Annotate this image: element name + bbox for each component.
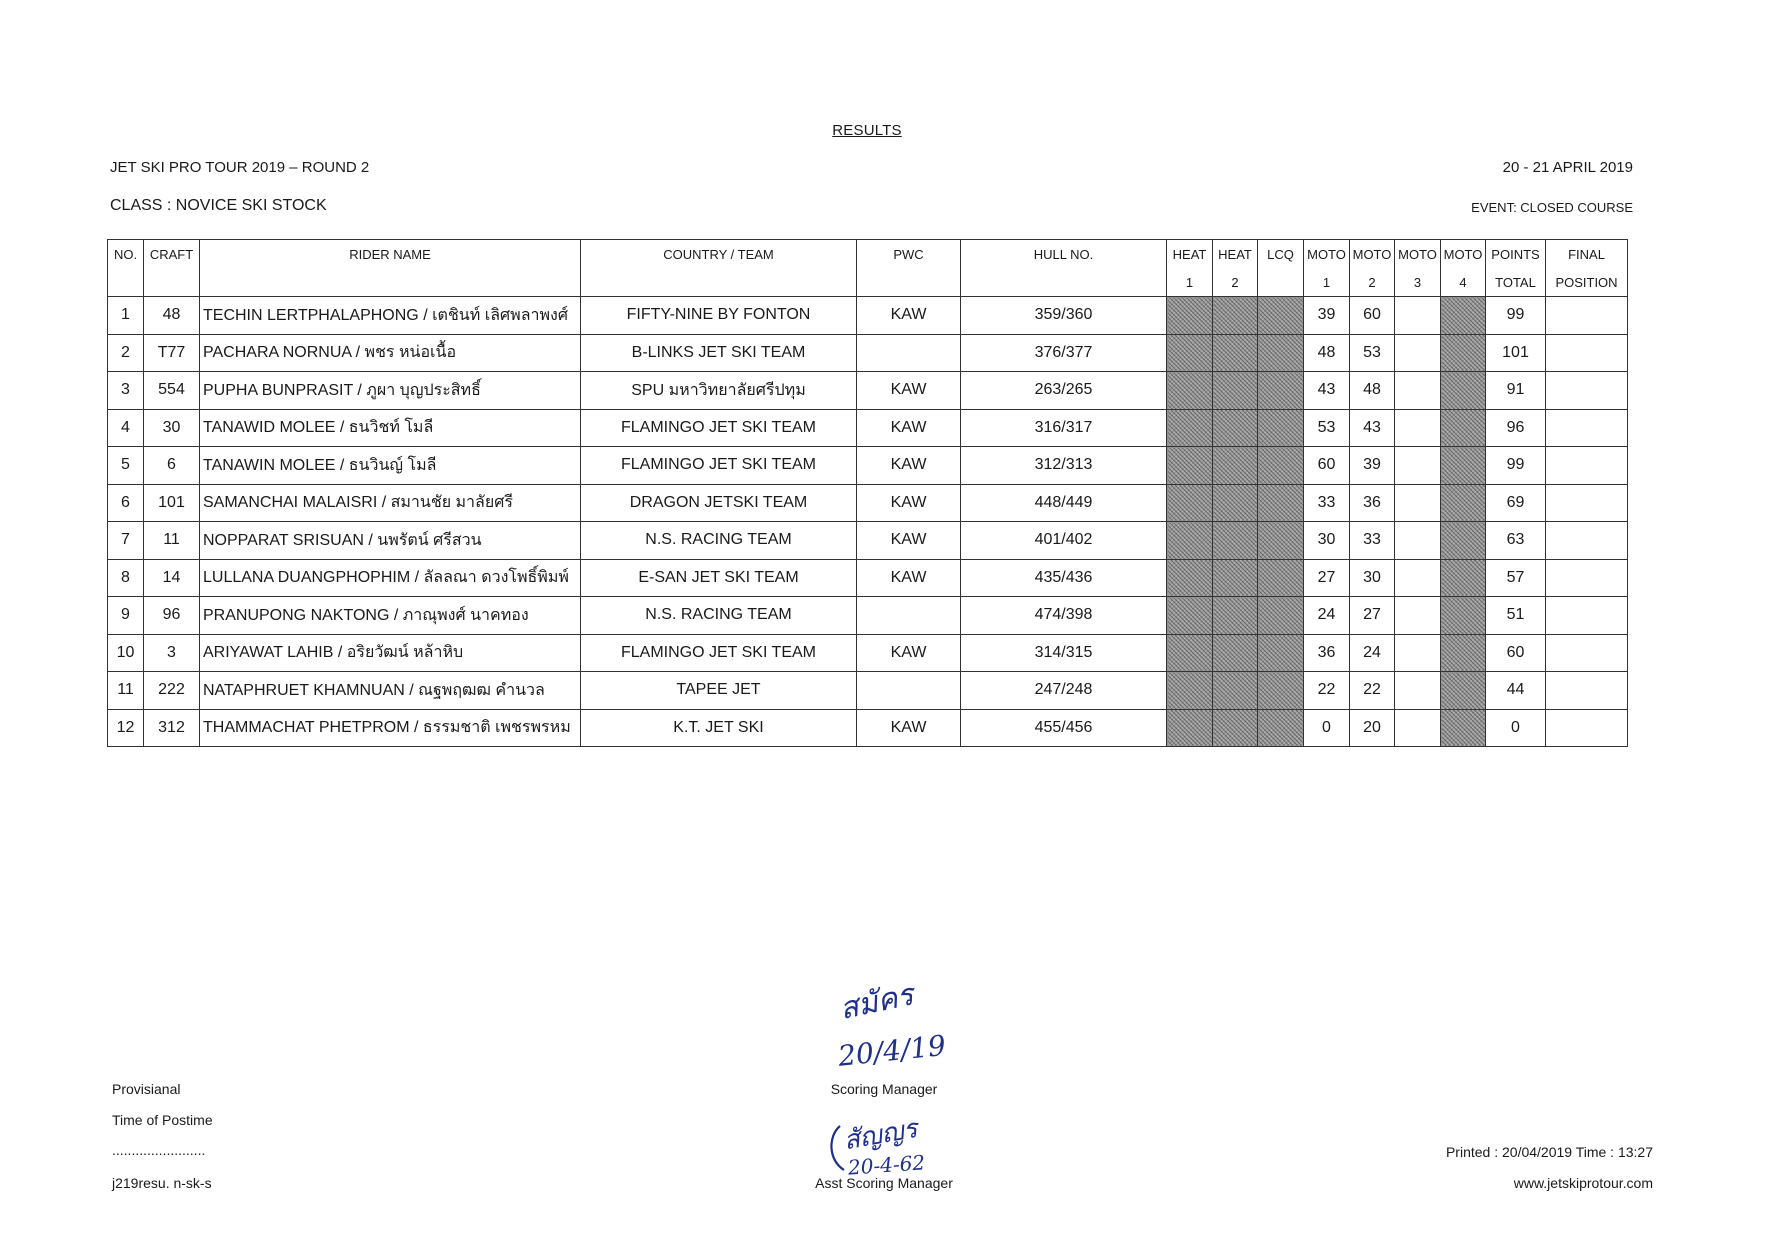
cell-moto2: 53 <box>1350 334 1395 372</box>
header-moto4: MOTO <box>1441 240 1486 269</box>
cell-craft: T77 <box>144 334 200 372</box>
cell-lcq-shaded <box>1258 559 1304 597</box>
cell-pwc: KAW <box>857 484 961 522</box>
cell-no: 2 <box>108 334 144 372</box>
cell-moto1: 33 <box>1304 484 1350 522</box>
cell-final <box>1546 522 1628 560</box>
header-rider: RIDER NAME <box>200 240 581 269</box>
asst-signature-date: 20-4-62 <box>847 1150 926 1180</box>
header-row-top <box>108 240 1628 269</box>
header-heat1-number: 1 <box>1167 268 1213 297</box>
cell-heat1-shaded <box>1167 297 1213 335</box>
cell-points: 60 <box>1486 634 1546 672</box>
scoring-manager-signature-name: สมัคร <box>836 977 917 1028</box>
cell-heat2-shaded <box>1213 297 1258 335</box>
cell-heat1-shaded <box>1167 334 1213 372</box>
cell-no: 12 <box>108 709 144 747</box>
table-row <box>108 334 1628 372</box>
provisional-label: Provisianal <box>112 1081 181 1097</box>
cell-moto4-shaded <box>1441 634 1486 672</box>
cell-hull: 359/360 <box>961 297 1167 335</box>
cell-moto1: 53 <box>1304 409 1350 447</box>
header-no: NO. <box>108 240 144 269</box>
header-craft-sub <box>144 268 200 297</box>
cell-hull: 263/265 <box>961 372 1167 410</box>
cell-lcq-shaded <box>1258 522 1304 560</box>
printed-timestamp: Printed : 20/04/2019 Time : 13:27 <box>1445 1144 1653 1160</box>
scoring-manager-label: Scoring Manager <box>830 1081 938 1097</box>
cell-no: 5 <box>108 447 144 485</box>
cell-pwc <box>857 672 961 710</box>
header-lcq-sub <box>1258 268 1304 297</box>
header-moto4-number: 4 <box>1441 268 1486 297</box>
cell-heat2-shaded <box>1213 409 1258 447</box>
header-moto1-number: 1 <box>1304 268 1350 297</box>
cell-team: TAPEE JET <box>581 672 857 710</box>
cell-moto4-shaded <box>1441 334 1486 372</box>
header-moto2: MOTO <box>1350 240 1395 269</box>
cell-pwc <box>857 334 961 372</box>
document-title: RESULTS <box>832 122 902 139</box>
cell-final <box>1546 409 1628 447</box>
cell-craft: 96 <box>144 597 200 635</box>
cell-lcq-shaded <box>1258 484 1304 522</box>
cell-hull: 435/436 <box>961 559 1167 597</box>
cell-heat2-shaded <box>1213 522 1258 560</box>
cell-rider: PACHARA NORNUA / พชร หน่อเนื้อ <box>200 334 581 372</box>
cell-pwc: KAW <box>857 709 961 747</box>
cell-moto3 <box>1395 484 1441 522</box>
cell-points: 91 <box>1486 372 1546 410</box>
cell-moto1: 48 <box>1304 334 1350 372</box>
cell-pwc <box>857 597 961 635</box>
header-pwc-sub <box>857 268 961 297</box>
cell-craft: 14 <box>144 559 200 597</box>
cell-moto4-shaded <box>1441 709 1486 747</box>
cell-rider: NATAPHRUET KHAMNUAN / ณฐพฤฒฒ คำนวล <box>200 672 581 710</box>
cell-moto4-shaded <box>1441 597 1486 635</box>
cell-moto2: 22 <box>1350 672 1395 710</box>
cell-team: N.S. RACING TEAM <box>581 597 857 635</box>
header-final: FINAL <box>1546 240 1628 269</box>
table-row <box>108 709 1628 747</box>
header-row-bottom <box>108 268 1628 297</box>
cell-hull: 448/449 <box>961 484 1167 522</box>
cell-rider: LULLANA DUANGPHOPHIM / ลัลลณา ดวงโพธิ์พิมพ์ <box>200 559 581 597</box>
cell-heat2-shaded <box>1213 334 1258 372</box>
cell-lcq-shaded <box>1258 409 1304 447</box>
cell-heat2-shaded <box>1213 559 1258 597</box>
cell-lcq-shaded <box>1258 372 1304 410</box>
cell-moto1: 27 <box>1304 559 1350 597</box>
table-row <box>108 447 1628 485</box>
cell-lcq-shaded <box>1258 297 1304 335</box>
event-type: EVENT: CLOSED COURSE <box>1471 200 1633 215</box>
cell-craft: 222 <box>144 672 200 710</box>
cell-craft: 30 <box>144 409 200 447</box>
cell-pwc: KAW <box>857 447 961 485</box>
cell-craft: 101 <box>144 484 200 522</box>
cell-heat2-shaded <box>1213 372 1258 410</box>
table-row <box>108 597 1628 635</box>
cell-moto3 <box>1395 559 1441 597</box>
cell-moto2: 43 <box>1350 409 1395 447</box>
cell-moto3 <box>1395 672 1441 710</box>
cell-lcq-shaded <box>1258 334 1304 372</box>
cell-pwc: KAW <box>857 634 961 672</box>
cell-final <box>1546 559 1628 597</box>
cell-no: 1 <box>108 297 144 335</box>
posting-time-blank: ........................ <box>112 1142 206 1158</box>
cell-rider: ARIYAWAT LAHIB / อริยวัฒน์ หล้าหิบ <box>200 634 581 672</box>
cell-moto4-shaded <box>1441 522 1486 560</box>
cell-moto3 <box>1395 709 1441 747</box>
scoring-manager-signature-date: 20/4/19 <box>836 1028 948 1073</box>
cell-team: SPU มหาวิทยาลัยศรีปทุม <box>581 372 857 410</box>
cell-moto1: 24 <box>1304 597 1350 635</box>
cell-moto3 <box>1395 634 1441 672</box>
cell-heat2-shaded <box>1213 597 1258 635</box>
cell-heat1-shaded <box>1167 447 1213 485</box>
cell-no: 6 <box>108 484 144 522</box>
cell-points: 69 <box>1486 484 1546 522</box>
cell-heat1-shaded <box>1167 522 1213 560</box>
cell-final <box>1546 297 1628 335</box>
cell-team: B-LINKS JET SKI TEAM <box>581 334 857 372</box>
cell-moto1: 39 <box>1304 297 1350 335</box>
cell-moto2: 27 <box>1350 597 1395 635</box>
file-reference: j219resu. n-sk-s <box>112 1175 212 1191</box>
cell-team: FLAMINGO JET SKI TEAM <box>581 409 857 447</box>
cell-no: 7 <box>108 522 144 560</box>
cell-craft: 3 <box>144 634 200 672</box>
cell-hull: 474/398 <box>961 597 1167 635</box>
cell-moto2: 48 <box>1350 372 1395 410</box>
cell-final <box>1546 447 1628 485</box>
cell-points: 99 <box>1486 297 1546 335</box>
cell-craft: 11 <box>144 522 200 560</box>
cell-no: 3 <box>108 372 144 410</box>
header-no-sub <box>108 268 144 297</box>
cell-pwc: KAW <box>857 559 961 597</box>
cell-points: 0 <box>1486 709 1546 747</box>
cell-pwc: KAW <box>857 297 961 335</box>
header-team: COUNTRY / TEAM <box>581 240 857 269</box>
cell-lcq-shaded <box>1258 447 1304 485</box>
cell-no: 4 <box>108 409 144 447</box>
header-hull-sub <box>961 268 1167 297</box>
cell-moto1: 60 <box>1304 447 1350 485</box>
cell-points: 44 <box>1486 672 1546 710</box>
cell-points: 96 <box>1486 409 1546 447</box>
cell-moto3 <box>1395 522 1441 560</box>
cell-lcq-shaded <box>1258 597 1304 635</box>
header-heat2-number: 2 <box>1213 268 1258 297</box>
asst-scoring-manager-signature <box>826 1112 936 1178</box>
cell-heat1-shaded <box>1167 372 1213 410</box>
cell-hull: 455/456 <box>961 709 1167 747</box>
cell-lcq-shaded <box>1258 709 1304 747</box>
cell-no: 11 <box>108 672 144 710</box>
cell-moto1: 0 <box>1304 709 1350 747</box>
asst-scoring-manager-label: Asst Scoring Manager <box>815 1175 953 1191</box>
table-row <box>108 634 1628 672</box>
scoring-manager-signature <box>826 976 948 1073</box>
cell-moto1: 36 <box>1304 634 1350 672</box>
cell-team: K.T. JET SKI <box>581 709 857 747</box>
cell-heat1-shaded <box>1167 559 1213 597</box>
cell-craft: 554 <box>144 372 200 410</box>
cell-hull: 247/248 <box>961 672 1167 710</box>
cell-hull: 314/315 <box>961 634 1167 672</box>
time-of-posting-label: Time of Postime <box>112 1112 213 1128</box>
cell-moto4-shaded <box>1441 297 1486 335</box>
header-team-sub <box>581 268 857 297</box>
cell-final <box>1546 597 1628 635</box>
cell-rider: PRANUPONG NAKTONG / ภาณุพงศ์ นาคทอง <box>200 597 581 635</box>
results-table <box>107 239 1628 747</box>
cell-moto4-shaded <box>1441 447 1486 485</box>
header-lcq: LCQ <box>1258 240 1304 269</box>
class-label: CLASS : NOVICE SKI STOCK <box>110 197 327 214</box>
cell-hull: 312/313 <box>961 447 1167 485</box>
cell-moto2: 33 <box>1350 522 1395 560</box>
cell-heat1-shaded <box>1167 634 1213 672</box>
cell-no: 9 <box>108 597 144 635</box>
header-moto2-number: 2 <box>1350 268 1395 297</box>
cell-moto2: 60 <box>1350 297 1395 335</box>
cell-no: 10 <box>108 634 144 672</box>
cell-moto3 <box>1395 334 1441 372</box>
cell-moto4-shaded <box>1441 559 1486 597</box>
event-name: JET SKI PRO TOUR 2019 – ROUND 2 <box>110 159 370 176</box>
cell-points: 63 <box>1486 522 1546 560</box>
header-heat2: HEAT <box>1213 240 1258 269</box>
header-moto3-number: 3 <box>1395 268 1441 297</box>
table-row <box>108 297 1628 335</box>
cell-final <box>1546 372 1628 410</box>
cell-moto2: 24 <box>1350 634 1395 672</box>
cell-team: FLAMINGO JET SKI TEAM <box>581 447 857 485</box>
cell-rider: TECHIN LERTPHALAPHONG / เตชินท์ เลิศพลาพงศ์ <box>200 297 581 335</box>
cell-moto3 <box>1395 447 1441 485</box>
asst-signature-name: สัญญร <box>841 1113 920 1157</box>
header-moto3: MOTO <box>1395 240 1441 269</box>
cell-lcq-shaded <box>1258 672 1304 710</box>
cell-final <box>1546 334 1628 372</box>
cell-heat2-shaded <box>1213 709 1258 747</box>
cell-hull: 401/402 <box>961 522 1167 560</box>
cell-final <box>1546 709 1628 747</box>
table-row <box>108 409 1628 447</box>
header-craft: CRAFT <box>144 240 200 269</box>
cell-points: 99 <box>1486 447 1546 485</box>
cell-rider: THAMMACHAT PHETPROM / ธรรมชาติ เพชรพรหม <box>200 709 581 747</box>
cell-team: E-SAN JET SKI TEAM <box>581 559 857 597</box>
cell-no: 8 <box>108 559 144 597</box>
table-row <box>108 672 1628 710</box>
cell-rider: SAMANCHAI MALAISRI / สมานชัย มาลัยศรี <box>200 484 581 522</box>
header-moto1: MOTO <box>1304 240 1350 269</box>
cell-heat1-shaded <box>1167 709 1213 747</box>
cell-rider: TANAWID MOLEE / ธนวิชท์ โมลี <box>200 409 581 447</box>
cell-pwc: KAW <box>857 372 961 410</box>
table-row <box>108 522 1628 560</box>
header-pwc: PWC <box>857 240 961 269</box>
header-hull: HULL NO. <box>961 240 1167 269</box>
cell-lcq-shaded <box>1258 634 1304 672</box>
cell-points: 57 <box>1486 559 1546 597</box>
cell-moto1: 43 <box>1304 372 1350 410</box>
cell-moto1: 22 <box>1304 672 1350 710</box>
cell-moto2: 39 <box>1350 447 1395 485</box>
cell-moto4-shaded <box>1441 409 1486 447</box>
cell-rider: NOPPARAT SRISUAN / นพรัตน์ ศรีสวน <box>200 522 581 560</box>
header-points-total: TOTAL <box>1486 268 1546 297</box>
cell-final <box>1546 484 1628 522</box>
cell-moto3 <box>1395 409 1441 447</box>
cell-moto2: 20 <box>1350 709 1395 747</box>
cell-team: DRAGON JETSKI TEAM <box>581 484 857 522</box>
cell-heat1-shaded <box>1167 484 1213 522</box>
cell-moto2: 30 <box>1350 559 1395 597</box>
cell-hull: 316/317 <box>961 409 1167 447</box>
cell-heat1-shaded <box>1167 597 1213 635</box>
cell-rider: PUPHA BUNPRASIT / ภูผา บุญประสิทธิ์ <box>200 372 581 410</box>
cell-team: N.S. RACING TEAM <box>581 522 857 560</box>
cell-hull: 376/377 <box>961 334 1167 372</box>
cell-heat1-shaded <box>1167 672 1213 710</box>
cell-moto4-shaded <box>1441 672 1486 710</box>
website-link[interactable]: www.jetskiprotour.com <box>1513 1175 1653 1191</box>
cell-craft: 48 <box>144 297 200 335</box>
header-rider-sub <box>200 268 581 297</box>
cell-pwc: KAW <box>857 522 961 560</box>
cell-heat2-shaded <box>1213 634 1258 672</box>
cell-heat2-shaded <box>1213 672 1258 710</box>
cell-moto1: 30 <box>1304 522 1350 560</box>
cell-heat1-shaded <box>1167 409 1213 447</box>
table-row <box>108 559 1628 597</box>
cell-final <box>1546 672 1628 710</box>
cell-team: FIFTY-NINE BY FONTON <box>581 297 857 335</box>
cell-craft: 312 <box>144 709 200 747</box>
event-date: 20 - 21 APRIL 2019 <box>1502 159 1633 176</box>
cell-craft: 6 <box>144 447 200 485</box>
cell-points: 51 <box>1486 597 1546 635</box>
cell-moto2: 36 <box>1350 484 1395 522</box>
cell-heat2-shaded <box>1213 447 1258 485</box>
table-row <box>108 372 1628 410</box>
header-final-position: POSITION <box>1546 268 1628 297</box>
cell-team: FLAMINGO JET SKI TEAM <box>581 634 857 672</box>
header-heat1: HEAT <box>1167 240 1213 269</box>
cell-moto4-shaded <box>1441 372 1486 410</box>
cell-moto4-shaded <box>1441 484 1486 522</box>
cell-moto3 <box>1395 297 1441 335</box>
cell-rider: TANAWIN MOLEE / ธนวินญ์ โมลี <box>200 447 581 485</box>
cell-final <box>1546 634 1628 672</box>
cell-heat2-shaded <box>1213 484 1258 522</box>
cell-points: 101 <box>1486 334 1546 372</box>
cell-moto3 <box>1395 597 1441 635</box>
header-points: POINTS <box>1486 240 1546 269</box>
table-row <box>108 484 1628 522</box>
cell-pwc: KAW <box>857 409 961 447</box>
cell-moto3 <box>1395 372 1441 410</box>
